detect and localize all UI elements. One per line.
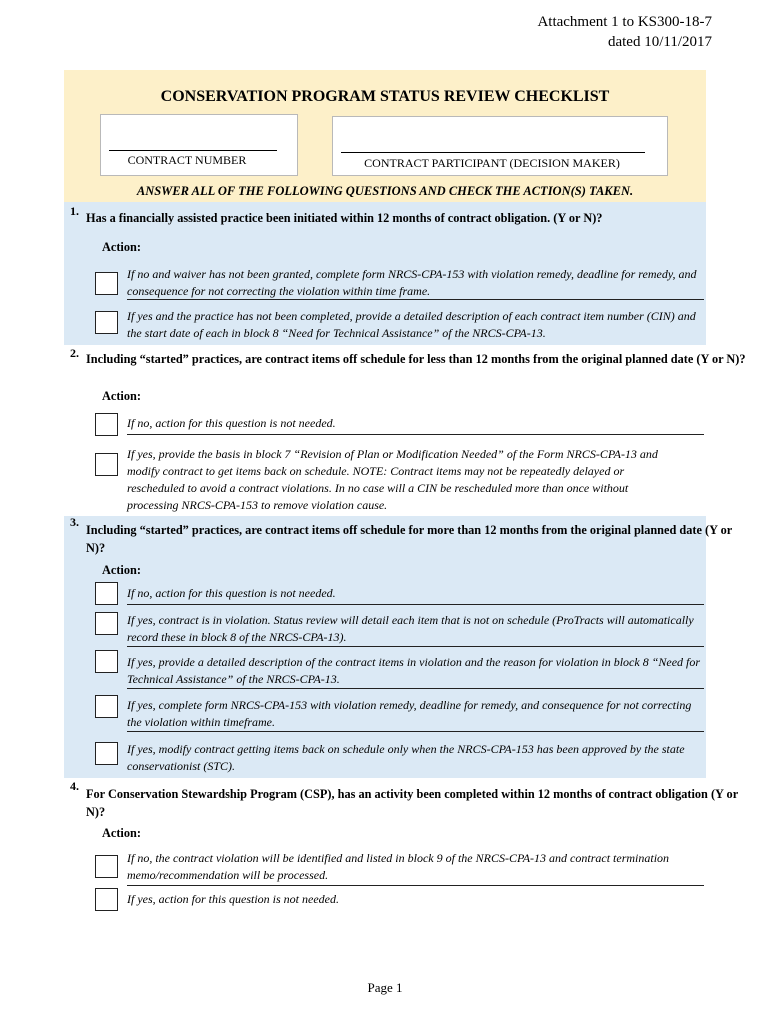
question-1-option-1-checkbox[interactable] <box>95 272 118 295</box>
attachment-line-1: Attachment 1 to KS300-18-7 <box>537 14 712 30</box>
question-3-option-3-checkbox[interactable] <box>95 650 118 673</box>
question-2-action-label: Action: <box>102 389 141 403</box>
question-2-text: Including “started” practices, are contract items off schedule for less than 12 months from the original planned date (Y or N)? <box>86 352 746 366</box>
question-2-option-2-checkbox[interactable] <box>95 453 118 476</box>
question-4-action-label: Action: <box>102 826 141 840</box>
question-3-option-1-checkbox[interactable] <box>95 582 118 605</box>
question-1-action-label: Action: <box>102 240 141 254</box>
question-3-number: 3. <box>70 515 79 529</box>
page-title: CONSERVATION PROGRAM STATUS REVIEW CHECKLIST <box>160 88 610 105</box>
attachment-reference <box>537 12 712 52</box>
page-number: Page 1 <box>367 980 403 995</box>
question-1-option-2-checkbox[interactable] <box>95 311 118 334</box>
question-3-option-5-checkbox[interactable] <box>95 742 118 765</box>
question-4-text: For Conservation Stewardship Program (CSP), has an activity been completed within 12 months of contract obligation (Y or N)? <box>86 787 738 819</box>
contract-number-line <box>109 150 277 151</box>
question-4-option-1-checkbox[interactable] <box>95 855 118 878</box>
question-3-option-2: If yes, contract is in violation. Status review will detail each item that is not on schedule (ProTracts will automatically record these in block 8 of the NRCS-CPA-13). <box>127 612 704 647</box>
contract-participant-field[interactable] <box>332 116 668 176</box>
attachment-date: dated 10/11/2017 <box>607 34 712 50</box>
header-panel <box>64 70 706 202</box>
question-4-option-2: If yes, action for this question is not needed. <box>127 892 339 906</box>
question-1-number: 1. <box>70 204 79 218</box>
question-3-option-2-checkbox[interactable] <box>95 612 118 635</box>
question-4-option-1: If no, the contract violation will be identified and listed in block 9 of the NRCS-CPA-13 and contract termination memo/recommendation will be processed. <box>127 850 704 886</box>
question-2-option-1-checkbox[interactable] <box>95 413 118 436</box>
question-3-option-4-checkbox[interactable] <box>95 695 118 718</box>
instruction-text: ANSWER ALL OF THE FOLLOWING QUESTIONS AND CHECK THE ACTION(S) TAKEN. <box>136 184 634 198</box>
participant-label: CONTRACT PARTICIPANT (DECISION MAKER) <box>364 156 620 170</box>
question-1-option-1: If no and waiver has not been granted, complete form NRCS-CPA-153 with violation remedy, deadline for remedy, and consequence for not correcting the violation within time frame. <box>127 266 704 300</box>
question-3-option-4: If yes, complete form NRCS-CPA-153 with violation remedy, deadline for remedy, and consequence for not correcting the violation within timeframe. <box>127 697 704 732</box>
contract-number-field[interactable] <box>100 114 298 176</box>
question-1-option-2: If yes and the practice has not been completed, provide a detailed description of each contract item number (CIN) and the start date of each in block 8 “Need for Technical Assistance” of the NRCS-CPA-13. <box>127 309 696 340</box>
question-2-option-1: If no, action for this question is not needed. <box>127 415 704 435</box>
question-3-option-3: If yes, provide a detailed description of the contract items in violation and the reason for violation in block 8 “Need for Technical Assistance” of the NRCS-CPA-13. <box>127 654 704 689</box>
question-2-option-2: If yes, provide the basis in block 7 “Revision of Plan or Modification Needed” of the Form NRCS-CPA-13 and modify contract to get items back on schedule. NOTE: Contract items may not be repeatedly delayed or rescheduled to avoid a contract violations. In no case will a CIN be rescheduled more than once without processing NRCS-CPA-153 to remove violation cause. <box>127 447 658 512</box>
question-2-number: 2. <box>70 346 79 360</box>
question-3-option-5: If yes, modify contract getting items back on schedule only when the NRCS-CPA-153 has been approved by the state conservationist (STC). <box>127 742 685 773</box>
question-1-text: Has a financially assisted practice been initiated within 12 months of contract obligation. (Y or N)? <box>86 211 603 225</box>
question-4-option-2-checkbox[interactable] <box>95 888 118 911</box>
contract-number-label: CONTRACT NUMBER <box>127 153 247 167</box>
question-3-action-label: Action: <box>102 563 141 577</box>
question-4-number: 4. <box>70 779 79 793</box>
participant-line <box>341 152 645 153</box>
question-3-text: Including “started” practices, are contract items off schedule for more than 12 months from the original planned date (Y or N)? <box>86 523 732 555</box>
question-3-option-1: If no, action for this question is not needed. <box>127 585 704 605</box>
